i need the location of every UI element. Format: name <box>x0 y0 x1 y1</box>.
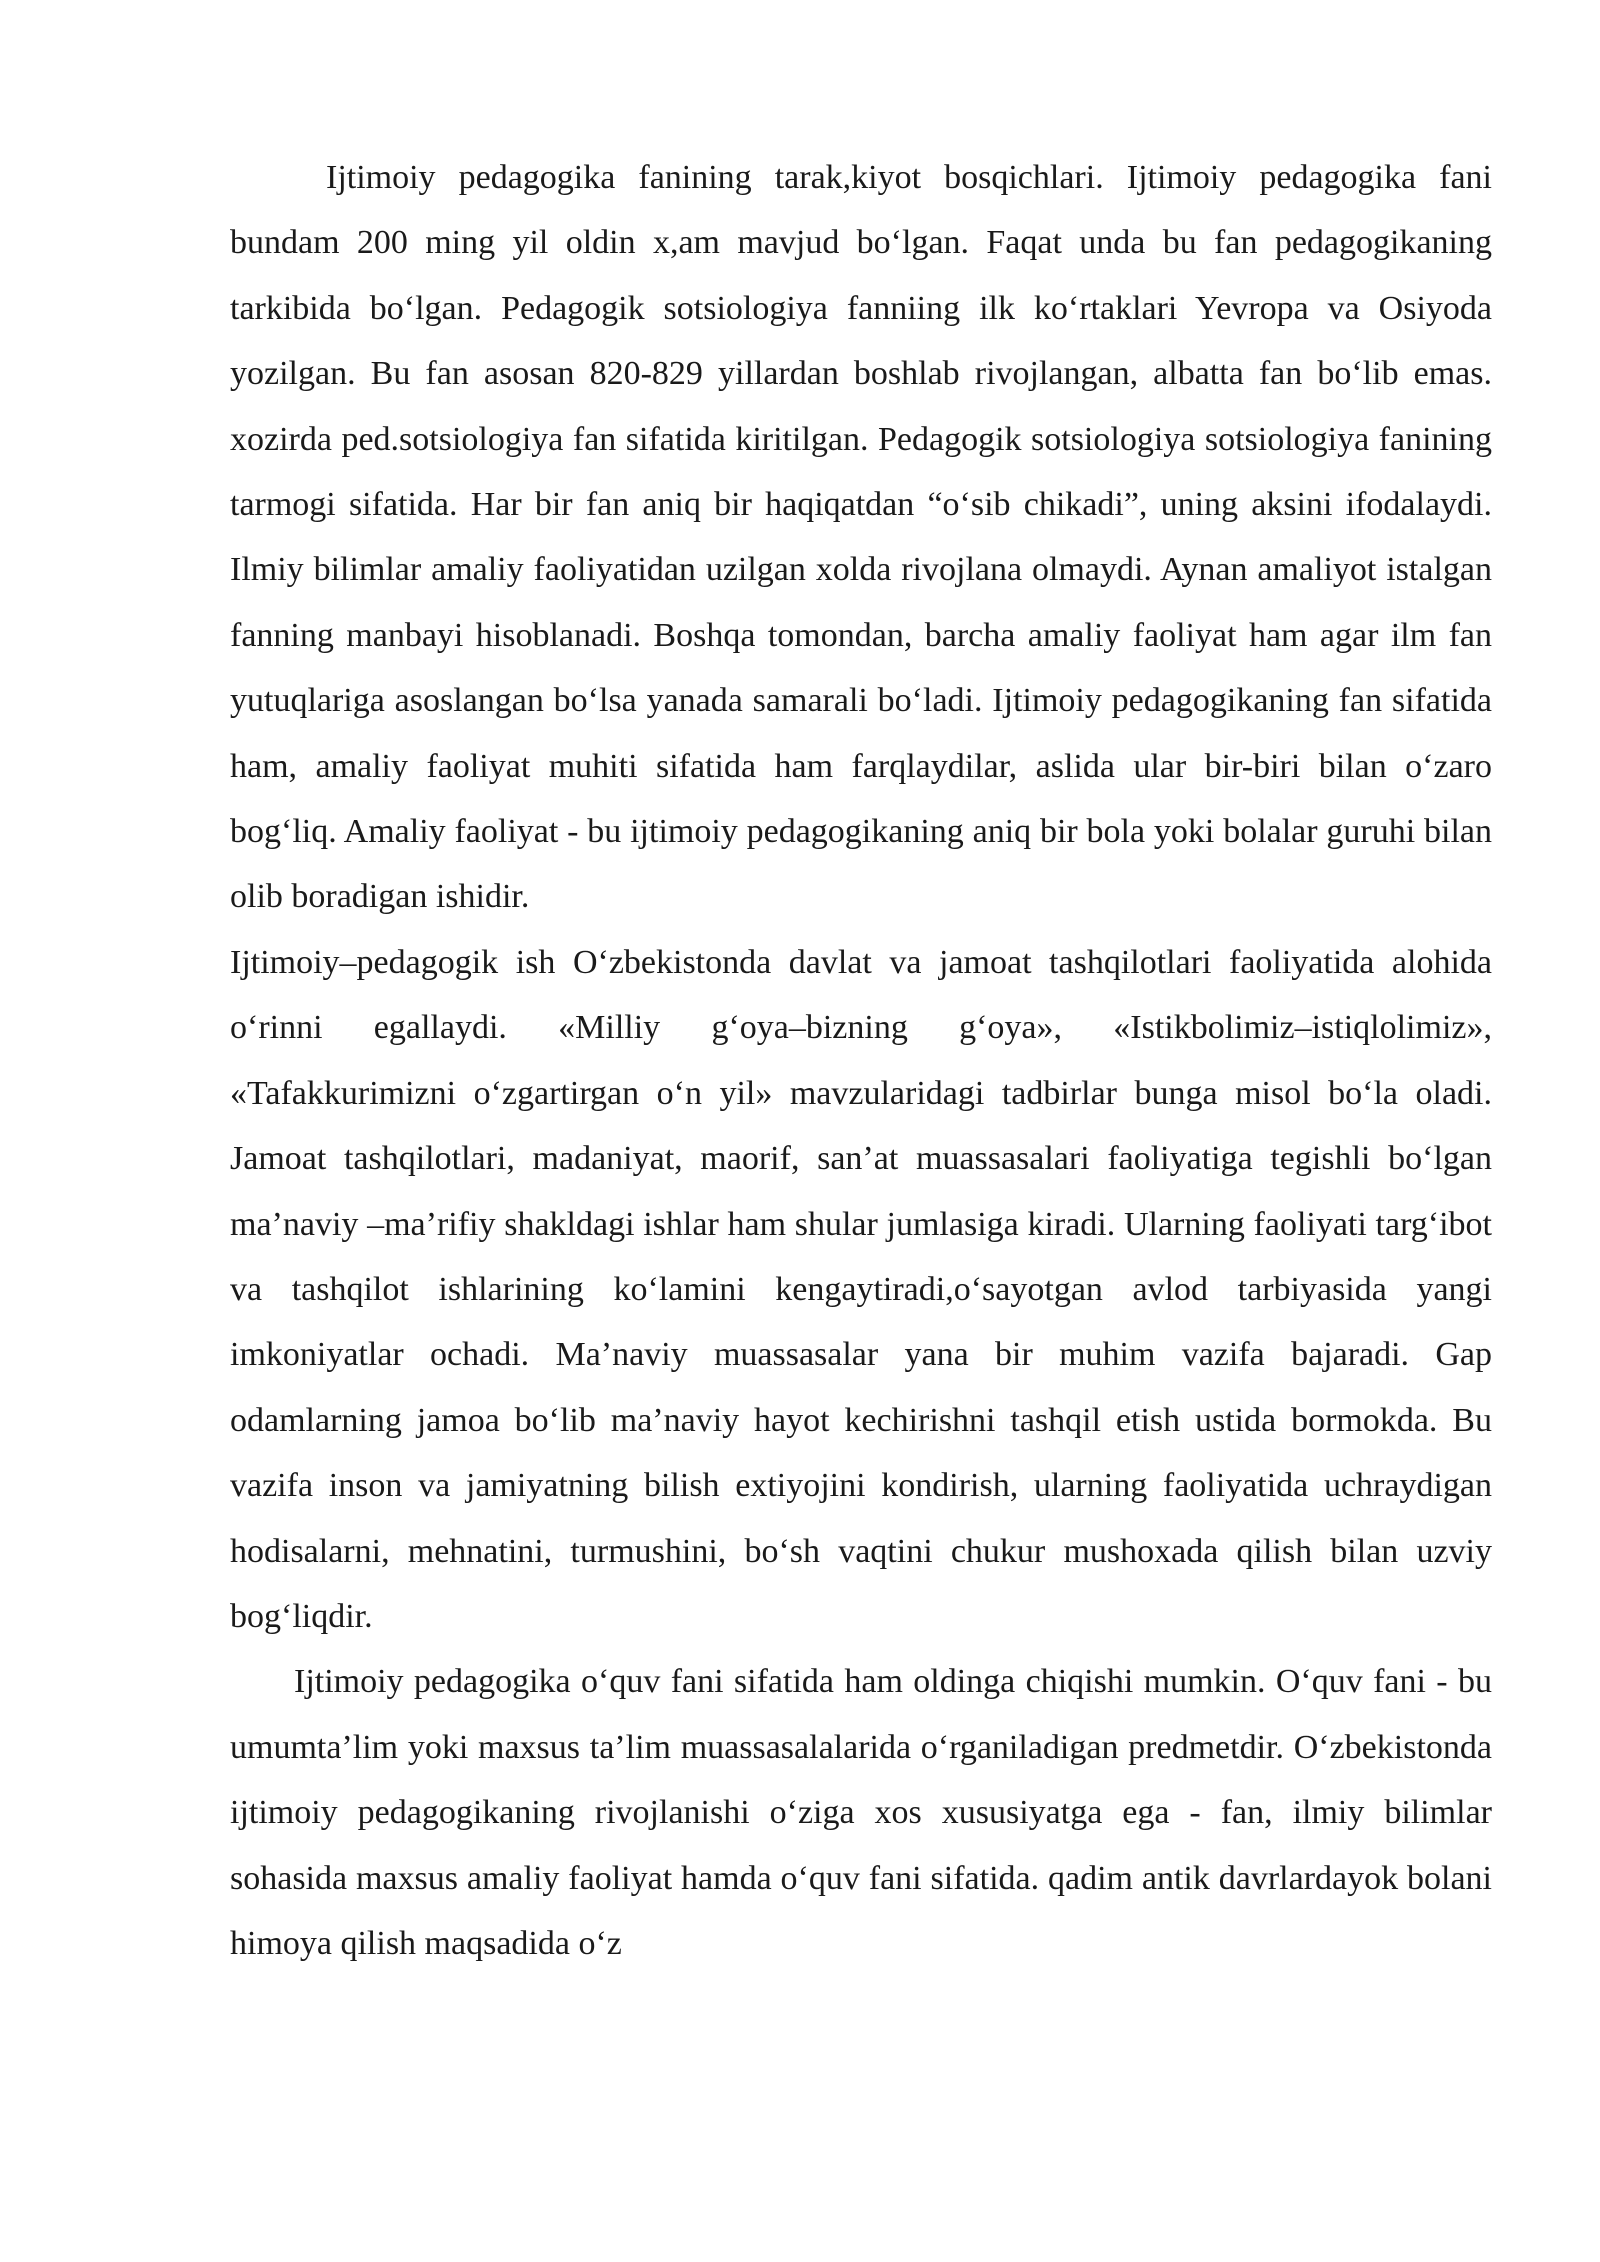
document-page <box>230 145 1492 2145</box>
paragraph-1: Ijtimoiy pedagogika fanining tarak,kiyot bosqichlari. Ijtimoiy pedagogika fani bundam 200 ming yil oldin x,am mavjud bo‘lgan. Faqat unda bu fan pedagogikaning tarkibida bo‘lgan. Pedagogik sotsiologiya fanniing ilk ko‘rtaklari Yevropa va Osiyoda yozilgan. Bu fan asosan 820-829 yillardan boshlab rivojlangan, albatta fan bo‘lib emas. xozirda ped.sotsiologiya fan sifatida kiritilgan. Pedagogik sotsiologiya sotsiologiya fanining tarmogi sifatida. Har bir fan aniq bir haqiqatdan “o‘sib chikadi”, uning aksini ifodalaydi. Ilmiy bilimlar amaliy faoliyatidan uzilgan xolda rivojlana olmaydi. Aynan amaliyot istalgan fanning manbayi hisoblanadi. Boshqa tomondan, barcha amaliy faoliyat ham agar ilm fan yutuqlariga asoslangan bo‘lsa yanada samarali bo‘ladi. Ijtimoiy pedagogikaning fan sifatida ham, amaliy faoliyat muhiti sifatida ham farqlaydilar, aslida ular bir-biri bilan o‘zaro bog‘liq. Amaliy faoliyat - bu ijtimoiy pedagogikaning aniq bir bola yoki bolalar guruhi bilan olib boradigan ishidir. <box>230 159 1492 916</box>
paragraph-2: Ijtimoiy–pedagogik ish O‘zbekistonda davlat va jamoat tashqilotlari faoliyatida alohida o‘rinni egallaydi. «Milliy g‘oya–bizning g‘oya», «Istikbolimiz–istiqlolimiz», «Tafakkurimizni o‘zgartirgan o‘n yil» mavzularidagi tadbirlar bunga misol bo‘la oladi. Jamoat tashqilotlari, madaniyat, maorif, san’at muassasalari faoliyatiga tegishli bo‘lgan ma’naviy –ma’rifiy shakldagi ishlar ham shular jumlasiga kiradi. Ularning faoliyati targ‘ibot va tashqilot ishlarining ko‘lamini kengaytiradi,o‘sayotgan avlod tarbiyasida yangi imkoniyatlar ochadi. Ma’naviy muassasalar yana bir muhim vazifa bajaradi. Gap odamlarning jamoa bo‘lib ma’naviy hayot kechirishni tashqil etish ustida bormokda. Bu vazifa inson va jamiyatning bilish extiyojini kondirish, ularning faoliyatida uchraydigan hodisalarni, mehnatini, turmushini, bo‘sh vaqtini chukur mushoxada qilish bilan uzviy bog‘liqdir. <box>230 943 1492 1635</box>
paragraph-3: Ijtimoiy pedagogika o‘quv fani sifatida ham oldinga chiqishi mumkin. O‘quv fani - bu umumta’lim yoki maxsus ta’lim muassasalalarida o‘rganiladigan predmetdir. O‘zbekistonda ijtimoiy pedagogikaning rivojlanishi o‘ziga xos xususiyatga ega - fan, ilmiy bilimlar sohasida maxsus amaliy faoliyat hamda o‘quv fani sifatida. qadim antik davrlardayok bolani himoya qilish maqsadida o‘z <box>230 1663 1492 1962</box>
